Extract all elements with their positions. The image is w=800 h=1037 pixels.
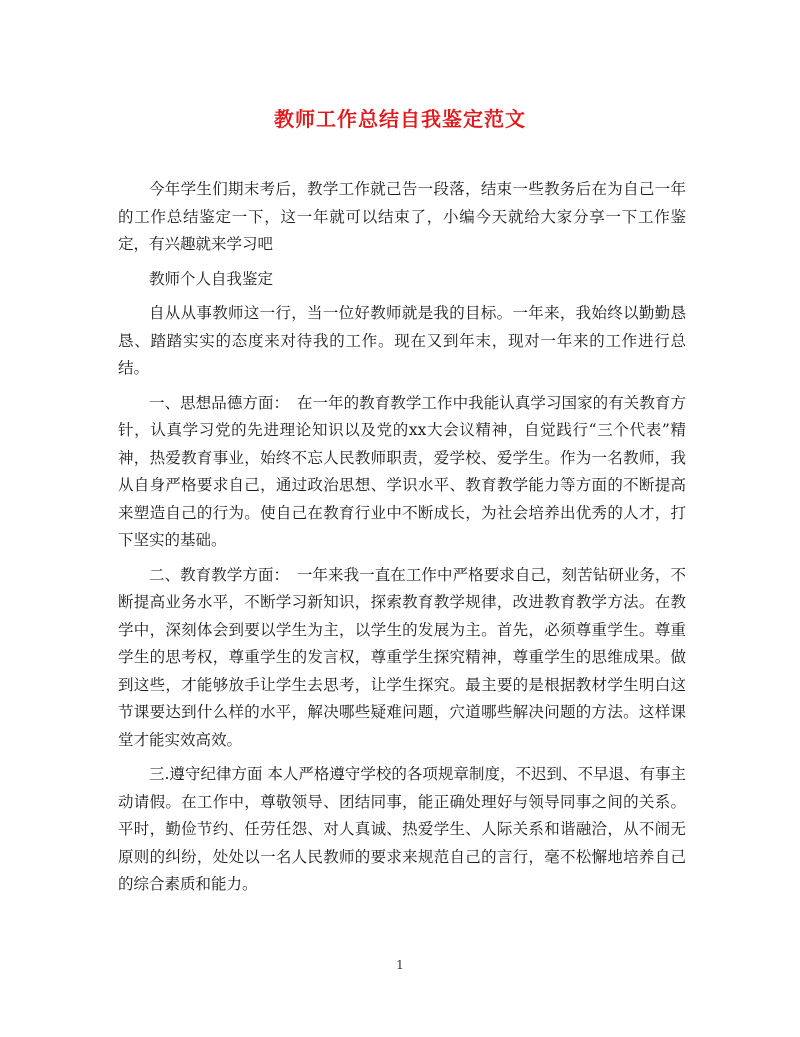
section-heading: 教师个人自我鉴定 xyxy=(149,269,274,288)
body-paragraph: 三.遵守纪律方面 本人严格遵守学校的各项规章制度，不迟到、不早退、有事主动请假。在工作中，尊敬领导、团结同事，能正确处理好与领导同事之间的关系。平时，勤俭节约、任劳任怨、对人真诚、热爱学生、人际关系和谐融洽，从不闹无原则的纠纷，处处以一名人民教师的要求来规范自己的言行，毫不松懈地培养自己的综合素质和能力。 xyxy=(118,765,686,893)
body-paragraph: 二、教育教学方面： 一年来我一直在工作中严格要求自己，刻苦钻研业务，不断提高业务水平，不断学习新知识，探索教育教学规律，改进教育教学方法。在教学中，深刻体会到要以学生为主，以学生的发展为主。首先，必须尊重学生。尊重学生的思考权，尊重学生的发言权，尊重学生探究精神，尊重学生的思维成果。做到这些，才能够放手让学生去思考，让学生探究。最主要的是根据教材学生明白这节课要达到什么样的水平，解决哪些疑难问题，穴道哪些解决问题的方法。这样课堂才能实效高效。 xyxy=(118,565,686,749)
body-paragraph: 自从从事教师这一行，当一位好教师就是我的目标。一年来，我始终以勤勤恳恳、踏踏实实的态度来对待我的工作。现在又到年末，现对一年来的工作进行总结。 xyxy=(118,304,686,377)
intro-paragraph: 今年学生们期末考后，教学工作就己告一段落，结束一些教务后在为自己一年的工作总结鉴定一下，这一年就可以结束了，小编今天就给大家分享一下工作鉴定，有兴趣就来学习吧 xyxy=(118,180,686,253)
document-title: 教师工作总结自我鉴定范文 xyxy=(274,107,526,131)
document-body xyxy=(118,176,686,906)
body-paragraph: 一、思想品德方面： 在一年的教育教学工作中我能认真学习国家的有关教育方针，认真学习党的先进理论知识以及党的xx大会议精神，自觉践行“三个代表”精神，热爱教育事业，始终不忘人民教师职责，爱学校、爱学生。作为一名教师，我从自身严格要求自己，通过政治思想、学识水平、教育教学能力等方面的不断提高来塑造自己的行为。使自己在教育行业中不断成长，为社会培养出优秀的人才，打下坚实的基础。 xyxy=(118,393,686,549)
page-number: 1 xyxy=(396,958,404,972)
